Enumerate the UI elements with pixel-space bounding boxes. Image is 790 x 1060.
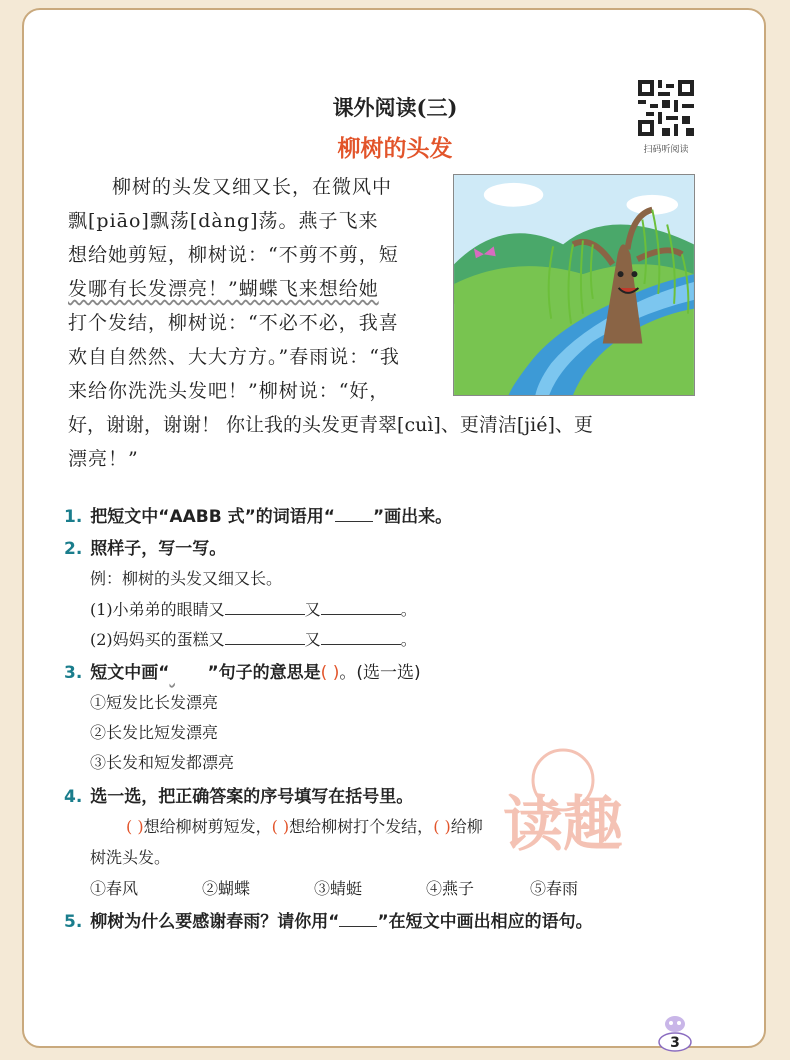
question-3	[64, 658, 421, 683]
answer-blank[interactable]	[321, 630, 401, 645]
question-text-end: 。(选一选)	[339, 663, 421, 683]
passage-line-8: 好，谢谢，谢谢！ 你让我的头发更青翠[cuì]、更清洁[jié]、更	[68, 414, 593, 436]
qr-code-icon	[638, 80, 694, 136]
question-text-end: ”在短文中画出相应的语句。	[377, 912, 593, 932]
passage-line-2: 飘[piāo]飘荡[dàng]荡。燕子飞来	[68, 210, 379, 232]
question-number: 1.	[64, 507, 83, 527]
qr-caption: 扫码听阅读	[643, 145, 689, 155]
option: ④燕子	[426, 879, 475, 898]
passage-line-7: 来给你洗洗头发吧！”柳树说：“好，	[68, 380, 390, 402]
answer-paren[interactable]: ( )	[320, 663, 340, 683]
item-text: 又	[304, 630, 321, 649]
watermark-logo	[478, 740, 648, 860]
passage-line-3: 想给她剪短，柳树说：“不剪不剪，短	[68, 244, 399, 266]
q4-options	[90, 876, 578, 899]
question-text: 短文中画“	[90, 663, 170, 683]
question-2	[64, 534, 226, 559]
question-number: 4.	[64, 787, 83, 807]
question-text: ”句子的意思是	[207, 663, 321, 683]
sentence-part: 想给柳树剪短发，	[143, 817, 272, 836]
q2-item-2	[90, 627, 417, 650]
question-text-end: ”画出来。	[372, 507, 453, 527]
option: ③蜻蜓	[314, 879, 363, 898]
passage-line-4: 发哪有长发漂亮！”蝴蝶飞来想给她	[68, 278, 379, 300]
answer-paren[interactable]: ( )	[433, 817, 451, 836]
question-number: 5.	[64, 912, 83, 932]
question-5	[64, 907, 593, 932]
underline-sample	[339, 912, 377, 927]
passage-line-5: 打个发结，柳树说：“不必不必，我喜	[68, 312, 399, 334]
question-text: 把短文中“AABB 式”的词语用“	[90, 507, 335, 527]
q2-item-1	[90, 597, 417, 620]
page-number: 3	[670, 1035, 680, 1051]
question-number: 2.	[64, 539, 83, 559]
item-text: 又	[304, 600, 321, 619]
answer-blank[interactable]	[225, 600, 305, 615]
sentence-part: 给柳	[450, 817, 483, 836]
wavy-underline-sample	[169, 663, 207, 683]
underline-sample	[335, 507, 373, 522]
q3-option-3: ③长发和短发都漂亮	[90, 753, 235, 772]
question-text: 选一选，把正确答案的序号填写在括号里。	[90, 787, 414, 807]
watermark-text: 读趣	[503, 790, 623, 860]
willow-tree-illustration	[453, 174, 695, 396]
answer-blank[interactable]	[321, 600, 401, 615]
question-text: 柳树为什么要感谢春雨？请你用“	[90, 912, 340, 932]
sentence-part: 想给柳树打个发结，	[289, 817, 434, 836]
option: ⑤春雨	[530, 879, 579, 898]
question-4	[64, 782, 413, 807]
passage-line-1: 柳树的头发又细又长，在微风中	[112, 176, 393, 198]
item-text: (2)妈妈买的蛋糕又	[90, 630, 225, 649]
answer-blank[interactable]	[225, 630, 305, 645]
passage-line-9: 漂亮！”	[68, 448, 139, 470]
item-text: 。	[400, 600, 417, 619]
q3-option-2: ②长发比短发漂亮	[90, 723, 219, 742]
q4-fill-line-2: 树洗头发。	[90, 848, 171, 867]
page-number-badge	[655, 1012, 695, 1052]
example-line: 例：柳树的头发又细又长。	[90, 569, 283, 588]
story-title: 柳树的头发	[337, 136, 453, 162]
option: ②蝴蝶	[202, 879, 251, 898]
option: ①春风	[90, 879, 139, 898]
item-text: 。	[400, 630, 417, 649]
q3-option-1: ①短发比长发漂亮	[90, 693, 219, 712]
q4-fill-line	[126, 814, 483, 837]
answer-paren[interactable]: ( )	[271, 817, 290, 836]
question-1	[64, 502, 452, 527]
item-text: (1)小弟弟的眼睛又	[90, 600, 225, 619]
page-title: 课外阅读(三)	[332, 95, 458, 120]
question-number: 3.	[64, 663, 83, 683]
question-text: 照样子，写一写。	[90, 539, 227, 559]
passage-line-6: 欢自自然然、大大方方。”春雨说：“我	[68, 346, 400, 368]
answer-paren[interactable]: ( )	[126, 817, 144, 836]
